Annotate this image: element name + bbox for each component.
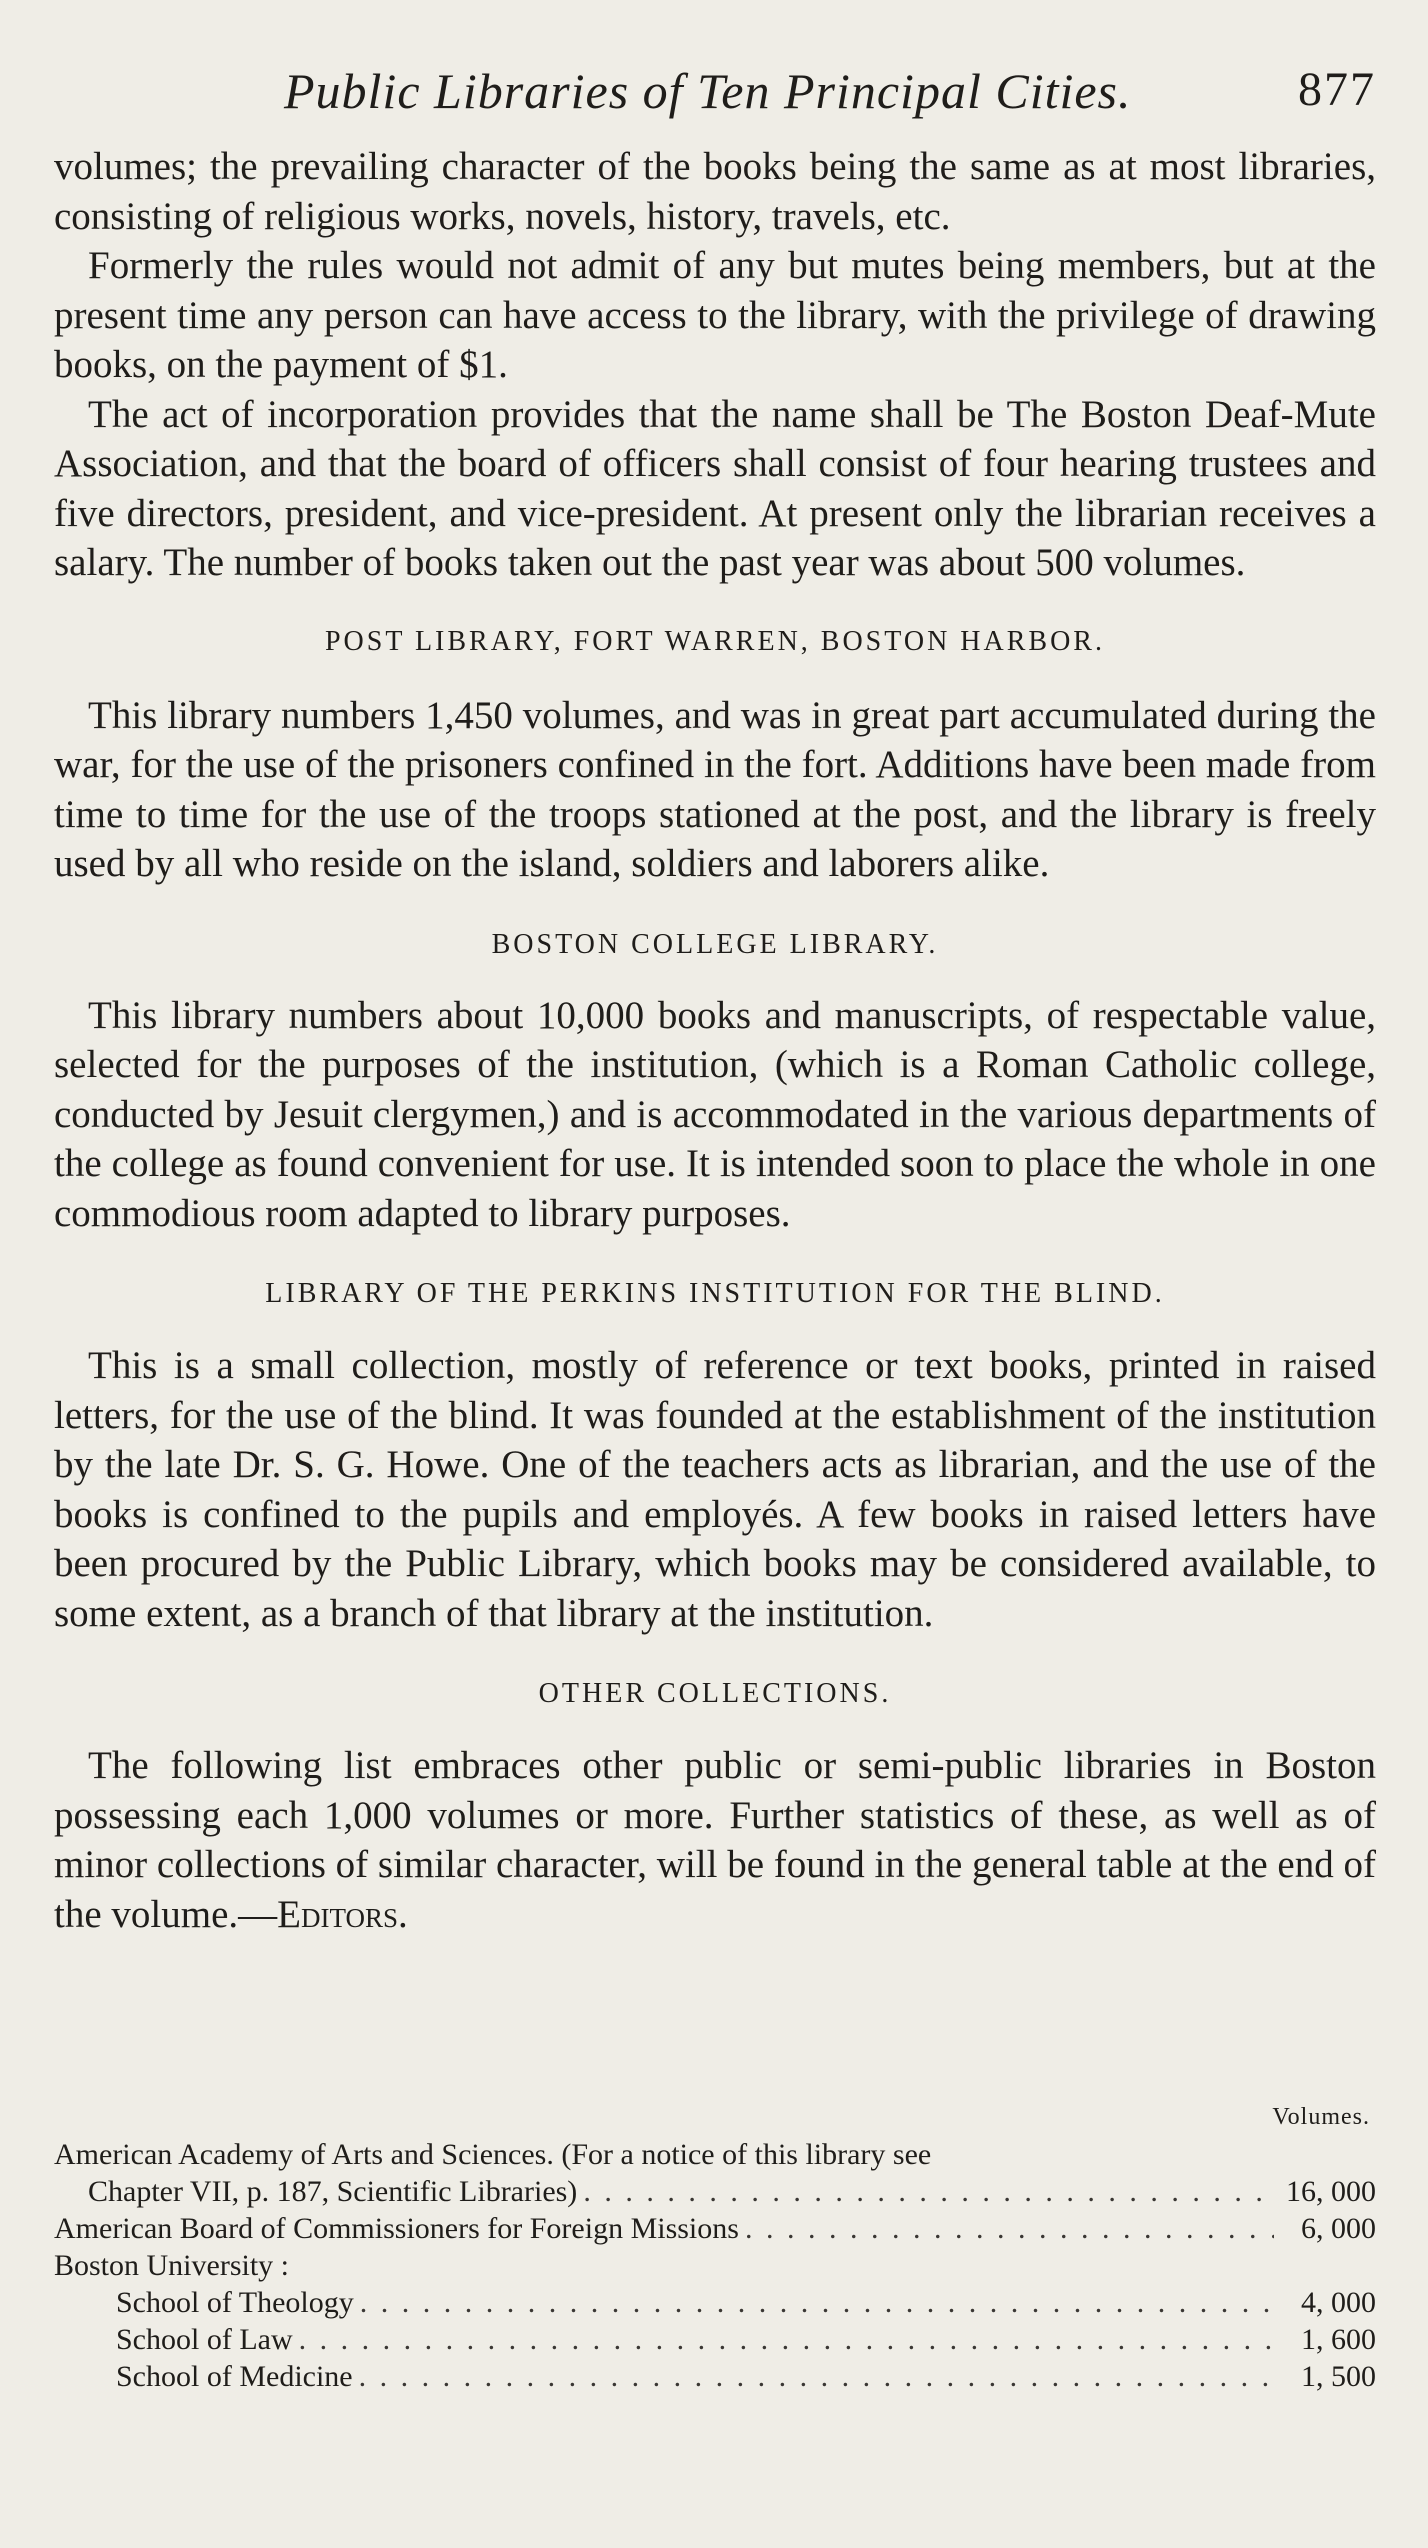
list-item-label: School of Law [116, 2323, 293, 2356]
dot-leader [583, 2175, 1274, 2209]
dot-leader [360, 2286, 1274, 2320]
paragraph-other-collections [54, 1741, 1376, 1939]
paragraph-membership: Formerly the rules would not admit of any but mutes being members, but at the present time any person can have access to the library, with the privilege of drawing books, on the payment of $1. [54, 244, 1376, 386]
paragraph-post-library: This library numbers 1,450 volumes, and was in great part accumulated during the war, for the use of the prisoners confined in the fort. Additions have been made from time to time for the use of the troops stationed at the post, and the library is freely used by all who reside on the island, soldiers and laborers alike. [54, 693, 1376, 885]
section-heading-post-library: POST LIBRARY, FORT WARREN, BOSTON HARBOR. [324, 625, 1105, 657]
list-item [54, 2175, 1376, 2212]
list-item-value: 1, 500 [1301, 2360, 1376, 2393]
list-item-value: 4, 000 [1301, 2286, 1376, 2319]
list-item-label: American Board of Commissioners for Foreign Missions [54, 2212, 739, 2245]
editors-signature: Editors. [277, 1892, 408, 1936]
list-item [54, 2360, 1376, 2397]
section-heading-boston-college: BOSTON COLLEGE LIBRARY. [491, 928, 939, 960]
list-item-value: 1, 600 [1301, 2323, 1376, 2356]
running-title: Public Libraries of Ten Principal Cities. [284, 63, 1132, 119]
list-item-label: Chapter VII, p. 187, Scientific Libraries) [88, 2175, 578, 2208]
other-collections-text: The following list embraces other public or semi-public libraries in Boston possessing each 1,000 volumes or more. Further statistics of these, as well as of minor collections of similar character, will be found in the general table at the end of the volume.— [54, 1744, 1376, 1936]
list-item [54, 2212, 1376, 2249]
list-item-label: School of Medicine [116, 2360, 353, 2393]
list-item [54, 2249, 1376, 2286]
list-item [54, 2286, 1376, 2323]
dot-leader [359, 2360, 1274, 2394]
list-item-label: Boston University : [54, 2249, 290, 2282]
section-heading-perkins: LIBRARY OF THE PERKINS INSTITUTION FOR THE BLIND. [265, 1278, 1165, 1309]
list-item [54, 2323, 1376, 2360]
list-item-value: 6, 000 [1301, 2212, 1376, 2245]
body-text [54, 142, 1376, 1939]
paragraph-continuation: volumes; the prevailing character of the books being the same as at most libraries, consisting of religious works, novels, history, travels, etc. [54, 145, 1376, 238]
paragraph-perkins: This is a small collection, mostly of reference or text books, printed in raised letters, for the use of the blind. It was founded at the establishment of the institution by the late Dr. S. G. Howe. One of the teachers acts as librarian, and the use of the books is confined to the pupils and employés. A few books in raised letters have been procured by the Public Library, which books may be considered available, to some extent, as a branch of that library at the institution. [54, 1344, 1376, 1635]
list-item [54, 2138, 1376, 2175]
volumes-column-header: Volumes. [1272, 2104, 1370, 2130]
collections-list [54, 2104, 1376, 2397]
list-item-label: School of Theology [116, 2286, 354, 2319]
dot-leader [745, 2212, 1274, 2246]
list-item-label: American Academy of Arts and Sciences. (For a notice of this library see [54, 2138, 932, 2171]
list-item-value: 16, 000 [1286, 2175, 1376, 2208]
page-number: 877 [1298, 63, 1376, 116]
section-heading-other-collections: OTHER COLLECTIONS. [538, 1678, 892, 1709]
paragraph-boston-college: This library numbers about 10,000 books and manuscripts, of respectable value, selected for the purposes of the institution, (which is a Roman Catholic college, conducted by Jesuit clergymen,) and is accommodated in the various departments of the college as found convenient for use. It is intended soon to place the whole in one commodious room adapted to library purposes. [54, 993, 1376, 1235]
dot-leader [299, 2323, 1274, 2357]
page-header [54, 62, 1376, 122]
paragraph-incorporation: The act of incorporation provides that the name shall be The Boston Deaf-Mute Association, and that the board of officers shall consist of four hearing trustees and five directors, president, and vice-president. At present only the librarian receives a salary. The number of books taken out the past year was about 500 volumes. [54, 392, 1376, 584]
